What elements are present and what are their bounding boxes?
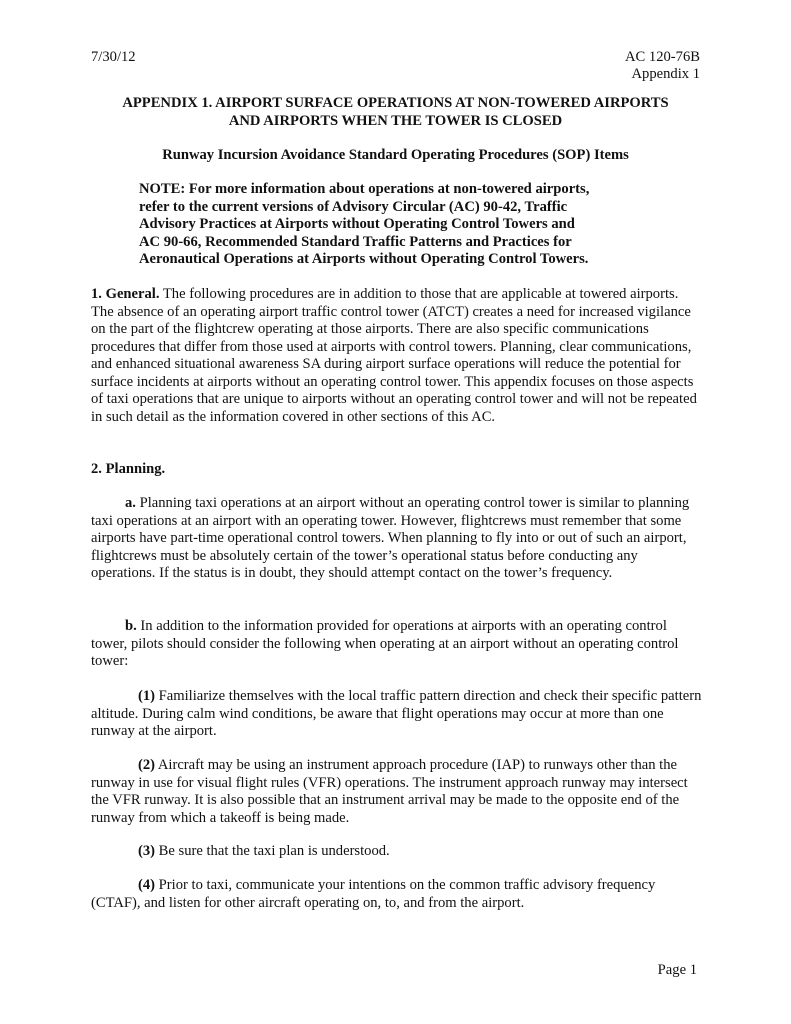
- planning-item-1: [91, 688, 703, 741]
- section-planning-heading: 2. Planning.: [91, 461, 166, 477]
- header-date: 7/30/12: [91, 49, 136, 65]
- planning-b-text: In addition to the information provided for operations at airports with an operating control tower, pilots should consider the following when operating at an airport without an operating control tower:: [91, 618, 679, 669]
- planning-paragraph-a: [91, 495, 703, 583]
- planning-item-label: (2): [138, 757, 156, 773]
- planning-paragraph-b: [91, 618, 703, 671]
- note-line: NOTE: For more information about operations at non-towered airports,: [139, 181, 590, 197]
- planning-item-4: [91, 877, 703, 912]
- planning-b-label: b.: [125, 618, 137, 634]
- note-line: Aeronautical Operations at Airports without Operating Control Towers.: [139, 251, 589, 267]
- section-general-heading: 1. General.: [91, 286, 160, 302]
- note-line: AC 90-66, Recommended Standard Traffic Patterns and Practices for: [139, 233, 572, 250]
- section-general: [91, 286, 703, 426]
- planning-a-text: Planning taxi operations at an airport without an operating control tower is similar to planning taxi operations at an airport with an operating tower. However, flightcrews must remember that some airports have part-time operational control towers. When planning to fly into or out of such an airport, flightcrews must be absolutely certain of the tower’s operational status before conducting any operations. If the status is in doubt, they should attempt contact on the tower’s frequency.: [91, 495, 690, 581]
- page-title-line2: AND AIRPORTS WHEN THE TOWER IS CLOSED: [228, 112, 563, 129]
- planning-item-2: [91, 757, 703, 827]
- page-number: Page 1: [657, 962, 697, 978]
- note-block: [139, 181, 699, 269]
- note-line: Advisory Practices at Airports without Operating Control Towers and: [139, 216, 575, 232]
- planning-item-text: Aircraft may be using an instrument approach procedure (IAP) to runways other than the runway in use for visual flight rules (VFR) operations. The instrument approach runway may intersect the VFR runway. It is also possible that an instrument arrival may be made to the opposite end of the runway from which a takeoff is being made.: [91, 757, 688, 826]
- planning-item-label: (1): [138, 688, 156, 704]
- planning-a-label: a.: [125, 495, 136, 511]
- planning-item-text: Be sure that the taxi plan is understood.: [155, 843, 390, 859]
- page-subtitle: Runway Incursion Avoidance Standard Operating Procedures (SOP) Items: [162, 147, 629, 163]
- header-doc-number: AC 120-76B: [625, 49, 700, 65]
- header-appendix-label: Appendix 1: [631, 66, 700, 82]
- planning-item-text: Familiarize themselves with the local traffic pattern direction and check their specific pattern altitude. During calm wind conditions, be aware that flight operations may occur at more than one runway at the airport.: [91, 688, 702, 739]
- note-line: refer to the current versions of Advisory Circular (AC) 90-42, Traffic: [139, 198, 568, 215]
- page-title: [60, 95, 731, 130]
- planning-item-3: [91, 843, 703, 861]
- page-title-line1: APPENDIX 1. AIRPORT SURFACE OPERATIONS AT NON-TOWERED AIRPORTS: [122, 95, 669, 111]
- section-general-text: The following procedures are in addition to those that are applicable at towered airports. The absence of an operating airport traffic control tower (ATCT) creates a need for increased vigilance on the part of the flightcrew operating at those airports. There are also specific communications procedures that differ from those used at airports with control towers. Planning, clear communications, and enhanced situational awareness SA during airport surface operations will reduce the potential for surface incidents at airports without an operating control tower. This appendix focuses on those aspects of taxi operations that are unique to airports without an operating control tower and will not be repeated in such detail as the information covered in other sections of this AC.: [91, 286, 697, 425]
- planning-item-text: Prior to taxi, communicate your intentions on the common traffic advisory frequency (CTAF), and listen for other aircraft operating on, to, and from the airport.: [91, 877, 656, 911]
- planning-item-label: (4): [138, 877, 156, 893]
- planning-item-label: (3): [138, 843, 156, 859]
